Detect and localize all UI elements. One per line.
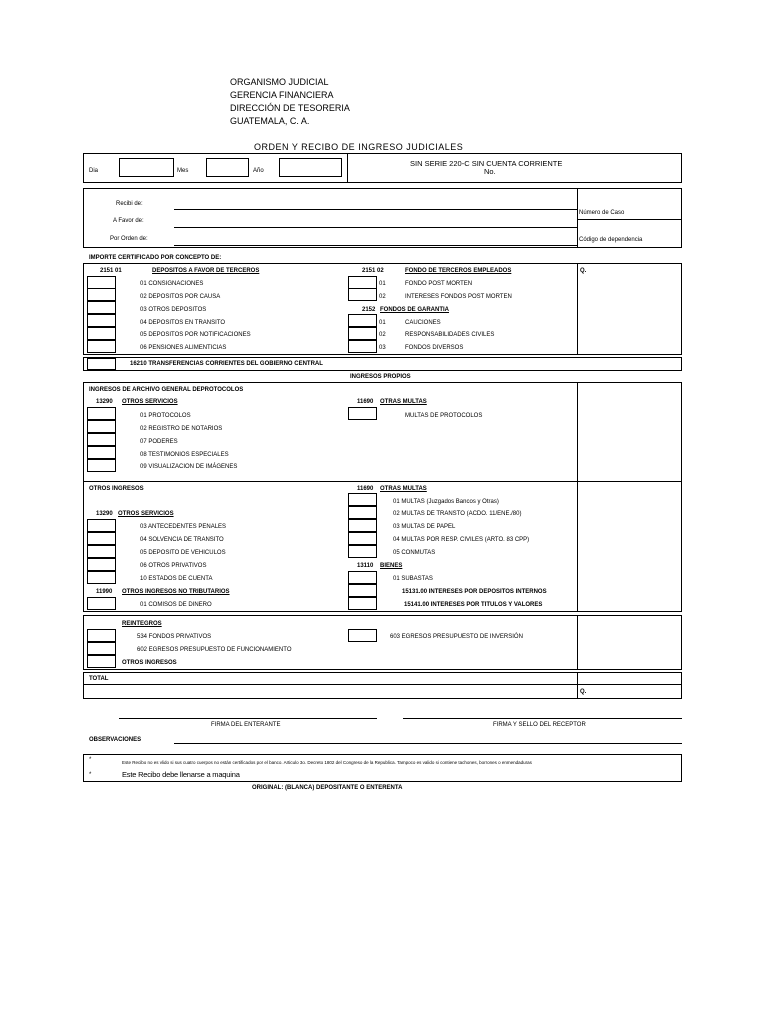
s1-row: 08 TESTIMONIOS ESPECIALES — [140, 452, 229, 458]
garantia-row: CAUCIONES — [405, 320, 441, 326]
checkbox[interactable] — [87, 340, 116, 353]
s1-heading: OTROS SERVICIOS — [122, 399, 178, 405]
checkbox[interactable] — [348, 519, 377, 532]
bienes-code: 13110 — [357, 563, 374, 569]
direccion-name: DIRECCIÓN DE TESORERIA — [230, 103, 350, 113]
checkbox[interactable] — [87, 420, 116, 433]
bienes-heading: BIENES — [380, 563, 403, 569]
dep-row: 05 DEPOSITOS POR NOTIFICACIONES — [140, 332, 251, 338]
favor-label: A Favor de: — [113, 218, 144, 224]
checkbox[interactable] — [87, 655, 116, 668]
gerencia-name: GERENCIA FINANCIERA — [230, 90, 334, 100]
dep-row: 04 DEPOSITOS EN TRANSITO — [140, 320, 226, 326]
orden-label: Por Orden de: — [110, 236, 148, 242]
firma-enterante-label: FIRMA DEL ENTERANTE — [211, 722, 281, 728]
garantia-num: 02 — [379, 332, 386, 338]
nt-code: 11990 — [96, 589, 113, 595]
checkbox[interactable] — [348, 629, 377, 642]
q-label: Q. — [580, 268, 587, 274]
total-section — [83, 672, 682, 699]
garantia-num: 03 — [379, 345, 386, 351]
checkbox[interactable] — [87, 571, 116, 584]
s2-heading: OTROS SERVICIOS — [118, 511, 174, 517]
s2-row: 10 ESTADOS DE CUENTA — [140, 576, 213, 582]
location-name: GUATEMALA, C. A. — [230, 116, 310, 126]
total-label: TOTAL — [89, 676, 109, 682]
checkbox[interactable] — [87, 558, 116, 571]
anio-label: Año — [253, 168, 264, 174]
dep-row: 06 PENSIONES ALIMENTICIAS — [140, 345, 227, 351]
s1-code: 13290 — [96, 399, 113, 405]
reintegro-row: 534 FONDOS PRIVATIVOS — [137, 634, 212, 640]
fondo-num: 01 — [379, 281, 386, 287]
s2-row: 05 DEPOSITO DE VEHICULOS — [140, 550, 226, 556]
interest-2: 15141.00 INTERESES POR TITULOS Y VALORES — [404, 602, 543, 608]
checkbox[interactable] — [87, 301, 116, 314]
recibi-line[interactable] — [174, 209, 577, 210]
dep-row: 01 CONSIGNACIONES — [140, 281, 204, 287]
favor-line[interactable] — [174, 227, 577, 228]
interest-1: 15131.00 INTERESES POR DEPOSITOS INTERNOS — [402, 589, 547, 595]
dep-heading: DEPOSITOS A FAVOR DE TERCEROS — [152, 268, 260, 274]
checkbox[interactable] — [87, 459, 116, 472]
form-title: ORDEN Y RECIBO DE INGRESO JUDICIALES — [254, 142, 464, 152]
nt-row: 01 COMISOS DE DINERO — [140, 602, 212, 608]
checkbox[interactable] — [87, 358, 116, 370]
otros-heading: OTROS INGRESOS — [89, 486, 144, 492]
note-1: Este Recibo no es vlido si sus cuatro cuerpos no están certificados por el banco. Articulo 3o. Decreto 1802 del Congreso de la Republica. Tampoco es valido si contiene tachones, borrones o enmendaduras — [122, 760, 532, 765]
checkbox[interactable] — [87, 407, 116, 420]
bullet: * — [89, 772, 92, 778]
mes-input[interactable] — [206, 158, 249, 177]
divider — [83, 481, 682, 482]
garantia-code: 2152 — [362, 307, 376, 313]
m2-code: 11690 — [357, 486, 374, 492]
checkbox[interactable] — [87, 532, 116, 545]
otros-ingresos-2: OTROS INGRESOS — [122, 660, 177, 666]
checkbox[interactable] — [348, 288, 377, 301]
s2-row: 03 ANTECEDENTES PENALES — [140, 524, 227, 530]
checkbox[interactable] — [87, 433, 116, 446]
signature-line-enterante[interactable] — [119, 718, 377, 719]
fondo-heading: FONDO DE TERCEROS EMPLEADOS — [405, 268, 512, 274]
org-name: ORGANISMO JUDICIAL — [230, 77, 329, 87]
reintegro-row: 602 EGRESOS PRESUPUESTO DE FUNCIONAMIENTO — [137, 647, 292, 653]
dep-row: 02 DEPOSITOS POR CAUSA — [140, 294, 221, 300]
observaciones-label: OBSERVACIONES — [89, 737, 142, 743]
divider — [577, 615, 578, 670]
checkbox[interactable] — [348, 506, 377, 519]
dia-input[interactable] — [119, 158, 174, 177]
nt-heading: OTROS INGRESOS NO TRIBUTARIOS — [122, 589, 230, 595]
s2-row: 04 SOLVENCIA DE TRANSITO — [140, 537, 224, 543]
divider — [83, 684, 682, 685]
garantia-num: 01 — [379, 320, 386, 326]
codigo-label: Código de dependencia — [579, 237, 643, 243]
orden-line[interactable] — [174, 245, 577, 246]
m2-heading: OTRAS MULTAS — [380, 486, 427, 492]
m2-row: 05 CONMUTAS — [393, 550, 436, 556]
divider — [577, 382, 578, 612]
m2-row: 04 MULTAS POR RESP. CIVILES (ARTO. 83 CPP) — [393, 537, 530, 543]
checkbox[interactable] — [348, 340, 377, 353]
s1-row: 01 PROTOCOLOS — [140, 413, 191, 419]
note-2: Este Recibo debe llenarse a maquina — [122, 770, 240, 779]
bullet: * — [89, 757, 92, 763]
s1-row: 07 PODERES — [140, 439, 178, 445]
firma-receptor-label: FIRMA Y SELLO DEL RECEPTOR — [493, 722, 586, 728]
checkbox[interactable] — [87, 629, 116, 642]
checkbox[interactable] — [348, 532, 377, 545]
m1-code: 11690 — [357, 399, 374, 405]
checkbox[interactable] — [348, 571, 377, 584]
checkbox[interactable] — [87, 327, 116, 340]
dia-label: Dia — [89, 168, 99, 174]
garantia-row: FONDOS DIVERSOS — [405, 345, 464, 351]
divider — [577, 219, 682, 220]
checkbox[interactable] — [348, 493, 377, 506]
fondo-code: 2151 02 — [362, 268, 384, 274]
reintegros-heading: REINTEGROS — [122, 621, 162, 627]
checkbox[interactable] — [87, 519, 116, 532]
checkbox[interactable] — [87, 597, 116, 610]
anio-input[interactable] — [279, 158, 342, 177]
recibi-label: Recibi de: — [116, 201, 143, 207]
divider — [577, 263, 578, 355]
bienes-row: 01 SUBASTAS — [393, 576, 433, 582]
s1-row: 09 VISUALIZACION DE IMÁGENES — [140, 464, 238, 470]
archivo-heading: INGRESOS DE ARCHIVO GENERAL DEPROTOCOLOS — [89, 387, 244, 393]
checkbox[interactable] — [87, 642, 116, 655]
checkbox[interactable] — [87, 545, 116, 558]
mes-label: Mes — [177, 168, 189, 174]
propios-title: INGRESOS PROPIOS — [350, 374, 411, 380]
checkbox[interactable] — [348, 314, 377, 327]
m2-row: 01 MULTAS (Juzgados Bancos y Otras) — [393, 499, 499, 505]
observaciones-line[interactable] — [174, 743, 682, 744]
checkbox[interactable] — [348, 597, 377, 610]
garantia-heading: FONDOS DE GARANTIA — [380, 307, 449, 313]
fondo-num: 02 — [379, 294, 386, 300]
fondo-row: INTERESES FONDOS POST MORTEN — [405, 294, 512, 300]
s1-row: 02 REGISTRO DE NOTARIOS — [140, 426, 223, 432]
m1-row: MULTAS DE PROTOCOLOS — [405, 413, 483, 419]
garantia-row: RESPONSABILIDADES CIVILES — [405, 332, 495, 338]
m2-row: 03 MULTAS DE PAPEL — [393, 524, 456, 530]
m1-heading: OTRAS MULTAS — [380, 399, 427, 405]
total-q-label: Q. — [580, 689, 587, 695]
reintegro-row: 603 EGRESOS PRESUPUESTO DE INVERSIÓN — [390, 634, 523, 640]
serie-label: SIN SERIE 220-C SIN CUENTA CORRIENTE — [410, 159, 563, 168]
s2-row: 06 OTROS PRIVATIVOS — [140, 563, 207, 569]
checkbox[interactable] — [348, 407, 377, 420]
checkbox[interactable] — [87, 288, 116, 301]
divider — [347, 153, 348, 183]
original-label: ORIGINAL: (BLANCA) DEPOSITANTE O ENTERENTA — [252, 785, 403, 791]
checkbox[interactable] — [87, 446, 116, 459]
checkbox[interactable] — [348, 327, 377, 340]
fondo-row: FONDO POST MORTEN — [405, 281, 473, 287]
checkbox[interactable] — [348, 545, 377, 558]
signature-line-receptor[interactable] — [403, 718, 682, 719]
transfer-label: 16210 TRANSFERENCIAS CORRIENTES DEL GOBIERNO CENTRAL — [130, 361, 323, 367]
importe-title: IMPORTE CERTIFICADO POR CONCEPTO DE: — [89, 255, 222, 261]
numero-caso-label: Número de Caso — [579, 210, 625, 216]
dep-code: 2151 01 — [100, 268, 122, 274]
checkbox[interactable] — [348, 584, 377, 597]
checkbox[interactable] — [87, 314, 116, 327]
dep-row: 03 OTROS DEPOSITOS — [140, 307, 207, 313]
divider — [577, 188, 578, 248]
no-label: No. — [484, 167, 496, 176]
s2-code: 13290 — [96, 511, 113, 517]
divider — [577, 672, 578, 699]
m2-row: 02 MULTAS DE TRANSTO (ACDO. 11/ENE./80) — [393, 511, 522, 517]
